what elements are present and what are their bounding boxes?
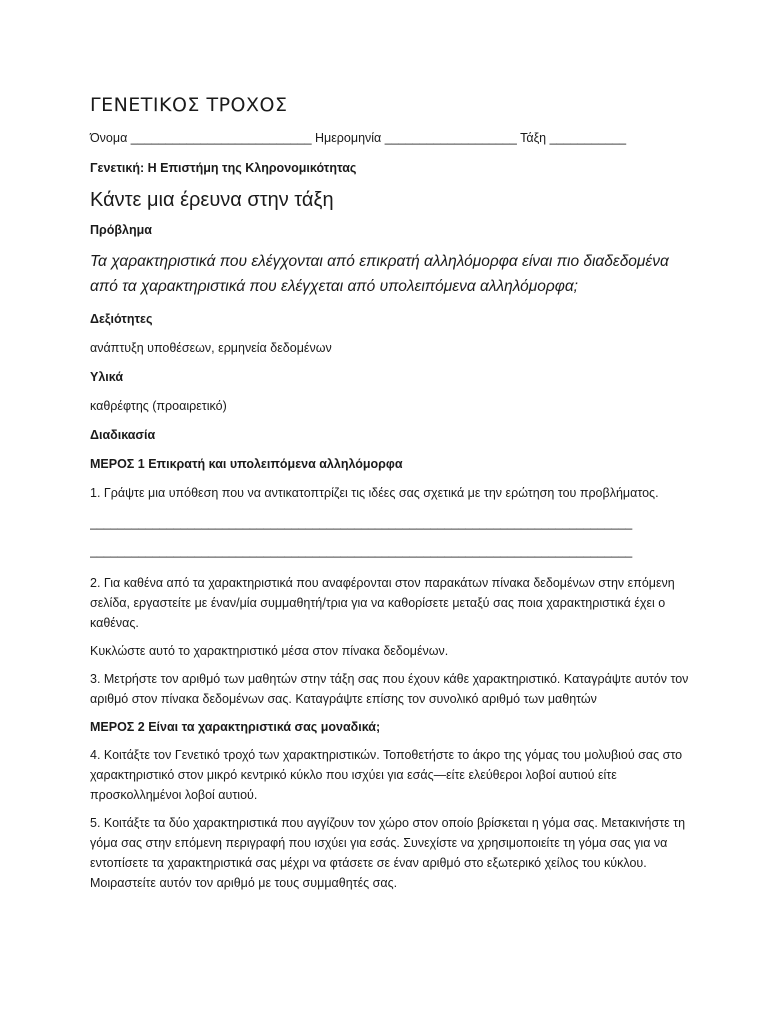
step-2: 2. Για καθένα από τα χαρακτηριστικά που αναφέρονται στον παρακάτων πίνακα δεδομένων στην επόμενη σελίδα, εργαστείτε με έναν/μία συμμαθητή/τρια για να καθορίσετε μεταξύ σας ποια χαρακτηριστικά έχει ο καθένας. xyxy=(90,576,675,630)
step-1: 1. Γράψτε μια υπόθεση που να αντικατοπτρίζει τις ιδέες σας σχετικά με την ερώτηση του προβλήματος. xyxy=(90,486,659,500)
subject-line: Γενετική: Η Επιστήμη της Κληρονομικότητας xyxy=(90,161,357,175)
worksheet-title: ΓΕΝΕΤΙΚΟΣ ΤΡΟΧΟΣ xyxy=(90,94,288,116)
skills-label: Δεξιότητες xyxy=(90,312,153,326)
step-5: 5. Κοιτάξτε τα δύο χαρακτηριστικά που αγγίζουν τον χώρο στον οποίο βρίσκεται η γόμα σας. Μετακινήστε τη γόμα σας στην επόμενη περιγραφή που ισχύει για εσάς. Συνεχίστε να χρησιμοποιείτε τη γόμα σας για να εντοπίσετε τα χαρακτηριστικά σας μέχρι να φτάσετε σε έναν αριθμό στο εξωτερικό χείλος του κύκλου. Μοιραστείτε αυτόν τον αριθμό με τους συμμαθητές σας. xyxy=(90,816,686,890)
part1-heading: ΜΕΡΟΣ 1 Επικρατή και υπολειπόμενα αλληλόμορφα xyxy=(90,457,403,471)
answer-line: ______________________________________________________________________________ xyxy=(90,544,633,558)
problem-text: Τα χαρακτηριστικά που ελέγχονται από επικρατή αλληλόμορφα είναι πιο διαδεδομένα από τα χαρακτηριστικά που ελέγχεται από υπολειπόμενα αλληλόμορφα; xyxy=(90,253,669,295)
worksheet-page xyxy=(90,92,700,893)
circle-note: Κυκλώστε αυτό το χαρακτηριστικό μέσα στον πίνακα δεδομένων. xyxy=(90,644,449,658)
problem-label: Πρόβλημα xyxy=(90,223,152,237)
section-heading: Κάντε μια έρευνα στην τάξη xyxy=(90,189,334,211)
skills-text: ανάπτυξη υποθέσεων, ερμηνεία δεδομένων xyxy=(90,341,332,355)
answer-line: ______________________________________________________________________________ xyxy=(90,516,633,530)
materials-text: καθρέφτης (προαιρετικό) xyxy=(90,399,227,413)
materials-label: Υλικά xyxy=(90,370,124,384)
step-3: 3. Μετρήστε τον αριθμό των μαθητών στην τάξη σας που έχουν κάθε χαρακτηριστικό. Καταγράψτε αυτόν τον αριθμό στον πίνακα δεδομένων σας. Καταγράψτε επίσης τον συνολικό αριθμό των μαθητών xyxy=(90,672,689,706)
header-fields: Όνομα __________________________ Ημερομηνία ___________________ Τάξη ___________ xyxy=(90,131,627,145)
part2-heading: ΜΕΡΟΣ 2 Είναι τα χαρακτηριστικά σας μοναδικά; xyxy=(90,720,381,734)
step-4: 4. Κοιτάξτε τον Γενετικό τροχό των χαρακτηριστικών. Τοποθετήστε το άκρο της γόμας του μολυβιού σας στο χαρακτηριστικό στον μικρό κεντρικό κύκλο που ισχύει για εσάς—είτε ελεύθεροι λοβοί αυτιού είτε προσκολλημένοι λοβοί αυτιού. xyxy=(90,748,683,802)
procedure-label: Διαδικασία xyxy=(90,428,156,442)
